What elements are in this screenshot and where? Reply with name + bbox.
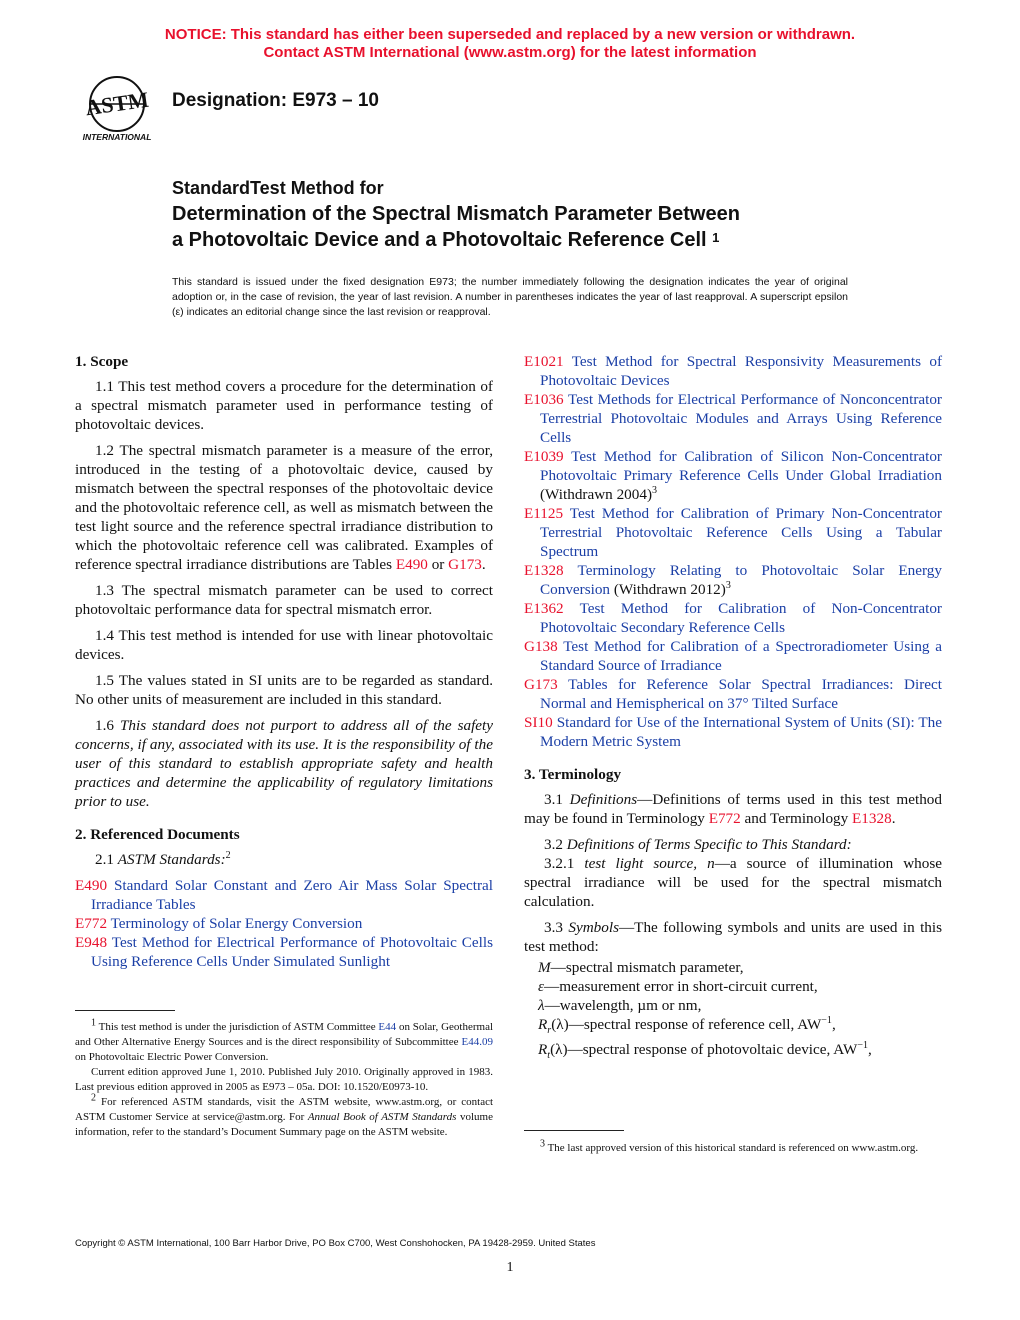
astm-standards-mark: 2 [225,849,231,861]
scope-1-2 [75,441,493,574]
reference-item [524,599,942,637]
term-3-2-1-term: test light source, n [584,855,715,872]
footnote-1-mark: 1 [91,1017,96,1029]
symbol-definition: —measurement error in short-circuit current, [544,978,818,995]
symbol-argument: (λ) [551,1016,569,1033]
scope-1-4: 1.4 This test method is intended for use with linear photovoltaic devices. [75,627,493,663]
symbol-subscript: t [547,1050,551,1062]
symbol-tail: , [867,1041,872,1059]
ref-link-e1328-inline[interactable]: E1328 [852,810,892,827]
footnote-2-b: volume information, refer to the standard’s Document Summary page on the ASTM website. [75,1111,493,1138]
astm-standards-num: 2.1 [95,851,114,868]
term-3-3-label: Symbols [568,919,619,936]
reference-list-left [75,876,493,971]
committee-link-e44[interactable]: E44 [378,1021,397,1033]
astm-logo [72,74,162,144]
referenced-docs-heading: 2. Referenced Documents [75,826,240,843]
footnote-1-a: This test method is under the jurisdiction of ASTM Committee [98,1021,376,1033]
scope-1-6 [75,716,493,811]
reference-footnote-mark: 3 [725,579,731,591]
term-3-2-num: 3.2 [544,836,563,853]
reference-title-link[interactable]: Test Method for Spectral Responsivity Measurements of Photovoltaic Devices [540,353,942,389]
title-line-1: StandardTest Method for [172,178,384,198]
scope-1-1: 1.1 This test method covers a procedure for the determination of a spectral mismatch parameter used in performance testing of photovoltaic devices. [75,378,493,433]
reference-code-link[interactable]: E1125 [524,505,564,522]
scope-1-2-end: . [481,556,486,573]
terminology-3-1 [524,790,942,828]
ref-link-e490[interactable]: E490 [395,556,428,573]
term-3-2-1-num: 3.2.1 [544,855,575,872]
reference-item [524,390,942,447]
terminology-3-2-1 [524,854,942,911]
symbol-unit-exponent: −1 [857,1039,868,1051]
reference-title-link[interactable]: Test Method for Calibration of a Spectroradiometer Using a Standard Source of Irradiance [540,638,942,674]
symbol-item [538,977,942,996]
reference-title-link[interactable]: Terminology Relating to Photovoltaic Solar Energy Conversion [540,562,942,598]
footnote-3-mark: 3 [540,1138,545,1150]
symbol-definition: —wavelength, µm or nm, [544,997,702,1014]
scope-1-6-text: This standard does not purport to address all of the safety concerns, if any, associated with its use. It is the responsibility of the user of this standard to establish appropriate safety and health practices and determine the applicability of regulatory limitations prior to use. [75,717,494,810]
reference-title-link[interactable]: Test Method for Calibration of Silicon Non-Concentrator Photovoltaic Primary Reference Cells Under Global Irradiation [540,448,942,484]
reference-withdrawn-note: (Withdrawn 2004) [540,486,652,503]
reference-code-link[interactable]: E1362 [524,600,564,617]
term-3-1-label: Definitions [569,791,638,808]
symbol-unit-exponent: −1 [821,1014,832,1026]
reference-title-link[interactable]: Tables for Reference Solar Spectral Irradiances: Direct Normal and Hemispherical on 37° Tilted Surface [540,676,942,712]
subcommittee-link-e4409[interactable]: E44.09 [461,1036,493,1048]
astm-standards-text: ASTM Standards: [117,851,226,868]
symbol-item [538,958,942,977]
reference-code-link[interactable]: E1021 [524,353,564,370]
reference-title-link[interactable]: Test Method for Calibration of Non-Concentrator Photovoltaic Secondary Reference Cells [540,600,942,636]
symbol-subscript: r [547,1025,552,1037]
reference-title-link[interactable]: Standard Solar Constant and Zero Air Mass Solar Spectral Irradiance Tables [91,877,493,913]
footnote-1-edition: Current edition approved June 1, 2010. Published July 2010. Originally approved in 1983. Last previous edition approved in 2005 as E973 – 05a. DOI: 10.1520/E0973-10. [75,1066,493,1093]
term-3-1-and: and Terminology [744,810,849,827]
left-column [75,352,493,971]
scope-1-2-text: 1.2 The spectral mismatch parameter is a measure of the error, introduced in the testing of a photovoltaic device, caused by mismatch between the spectral responses of the photovoltaic device and the photovoltaic reference cell, as well as mismatch between the test light source and the reference spectral irradiance distribution to which the photovoltaic reference cell was calibrated. Examples of reference spectral irradiance distributions are Tables [75,442,493,573]
reference-item [75,933,493,971]
symbol-argument: (λ) [550,1041,568,1059]
reference-item [524,637,942,675]
reference-code-link[interactable]: E772 [75,915,108,932]
reference-list-right [524,352,942,751]
footnote-rule-right [524,1130,624,1131]
reference-title-link[interactable]: Terminology of Solar Energy Conversion [110,915,363,932]
term-3-2-label: Definitions of Terms Specific to This Standard: [566,836,852,853]
footnote-1-b: on Solar, Geothermal and Other Alternative Energy Sources and is the direct responsibility of Subcommittee [75,1021,494,1048]
footnote-3 [524,1138,942,1156]
reference-title-link[interactable]: Test Method for Calibration of Primary Non-Concentrator Terrestrial Photovoltaic Reference Cells Using a Tabular Spectrum [540,505,942,560]
term-3-3-num: 3.3 [544,919,563,936]
reference-code-link[interactable]: E490 [75,877,108,894]
footnote-1-c: on Photovoltaic Electric Power Conversion. [75,1051,269,1063]
superseded-notice [0,26,1020,62]
title-line-3-text: a Photovoltaic Device and a Photovoltaic Reference Cell [172,229,707,251]
reference-item [75,876,493,914]
reference-item [524,675,942,713]
reference-code-link[interactable]: G173 [524,676,558,693]
term-3-1-num: 3.1 [544,791,563,808]
symbol-name: ε [538,978,544,995]
reference-footnote-mark: 3 [652,484,657,496]
issue-note: This standard is issued under the fixed designation E973; the number immediately following the designation indicates the year of original adoption or, in the case of revision, the year of last revision. A number in parentheses indicates the year of last reapproval. A superscript epsilon (ε) indicates an editorial change since the last revision or reapproval. [172,276,848,318]
terminology-heading: 3. Terminology [524,766,622,783]
ref-link-g173[interactable]: G173 [448,556,482,573]
scope-heading: 1. Scope [75,353,129,370]
symbol-name: R [538,1041,548,1059]
reference-item [524,561,942,599]
term-3-2-1-text: —a source of illumination whose spectral irradiance will be used for the spectral mismatch calculation. [524,855,942,910]
symbol-item [538,1040,942,1065]
reference-title-link[interactable]: Test Methods for Electrical Performance of Nonconcentrator Terrestrial Photovoltaic Modules and Arrays Using Reference Cells [540,391,942,446]
symbol-item [538,1015,942,1040]
footnote-2-a: For referenced ASTM standards, visit the ASTM website, www.astm.org, or contact ASTM Customer Service at service@astm.org. For [75,1096,494,1123]
reference-item [524,447,942,504]
reference-code-link[interactable]: E1036 [524,391,564,408]
astm-logo-icon [72,74,162,144]
reference-item [75,914,493,933]
reference-title-link[interactable]: Test Method for Electrical Performance of Photovoltaic Cells Using Reference Cells Under Simulated Sunlight [91,934,493,970]
copyright: Copyright © ASTM International, 100 Barr Harbor Drive, PO Box C700, West Conshohocken, PA 19428-2959. United States [75,1238,596,1249]
footnote-2 [75,1092,494,1140]
footnote-2-mark: 2 [91,1092,96,1104]
title-line-2: Determination of the Spectral Mismatch Parameter Between [172,203,740,225]
reference-item [524,713,942,751]
symbol-definition: —spectral response of photovoltaic device, AW [567,1041,858,1059]
symbol-list [524,958,942,1065]
scope-1-6-num: 1.6 [95,717,114,734]
ref-link-e772-inline[interactable]: E772 [708,810,741,827]
term-3-1-end: . [891,810,896,827]
svg-text:ASTM: ASTM [83,86,151,121]
designation: Designation: E973 – 10 [172,90,379,111]
astm-standards-label [75,850,493,869]
reference-code-link[interactable]: E1328 [524,562,564,579]
document-title [172,175,892,255]
page-number: 1 [506,1260,514,1275]
reference-item [524,504,942,561]
reference-title-link[interactable]: Standard for Use of the International System of Units (SI): The Modern Metric System [540,714,943,750]
scope-1-3: 1.3 The spectral mismatch parameter can be used to correct photovoltaic performance data for spectral mismatch error. [75,582,493,618]
reference-code-link[interactable]: G138 [524,638,558,655]
scope-or: or [431,556,445,573]
reference-code-link[interactable]: E1039 [524,448,564,465]
symbol-name: M [538,959,551,976]
title-footnote-mark: 1 [712,230,720,245]
symbol-definition: —spectral response of reference cell, AW [568,1016,822,1033]
footnotes-left [75,1017,494,1140]
symbol-name: R [538,1016,548,1033]
reference-item [524,352,942,390]
right-column [524,352,942,1065]
footnote-right [524,1138,942,1156]
terminology-3-2 [524,835,942,854]
symbol-name: λ [538,997,545,1014]
term-3-1-text: —Definitions of terms used in this test method may be found in Terminology [524,791,942,827]
footnote-1 [75,1017,494,1065]
reference-withdrawn-note: (Withdrawn 2012) [610,581,726,598]
footnote-2-italic: Annual Book of ASTM Standards [307,1111,457,1123]
footnote-rule-left [75,1010,175,1011]
title-line-3 [172,227,892,255]
term-3-3-text: —The following symbols and units are used in this test method: [524,919,943,955]
footnote-3-text: The last approved version of this historical standard is referenced on www.astm.org. [547,1142,919,1154]
symbol-tail: , [831,1016,836,1033]
reference-code-link[interactable]: E948 [75,934,108,951]
notice-line-1: NOTICE: This standard has either been superseded and replaced by a new version or withdrawn. [164,26,856,43]
symbol-definition: —spectral mismatch parameter, [550,959,744,976]
terminology-3-3 [524,918,942,956]
svg-text:INTERNATIONAL: INTERNATIONAL [82,132,152,142]
notice-line-2: Contact ASTM International (www.astm.org) for the latest information [263,44,757,61]
scope-1-5: 1.5 The values stated in SI units are to be regarded as standard. No other units of measurement are included in this standard. [75,672,493,708]
reference-code-link[interactable]: SI10 [524,714,553,731]
symbol-item [538,996,942,1015]
